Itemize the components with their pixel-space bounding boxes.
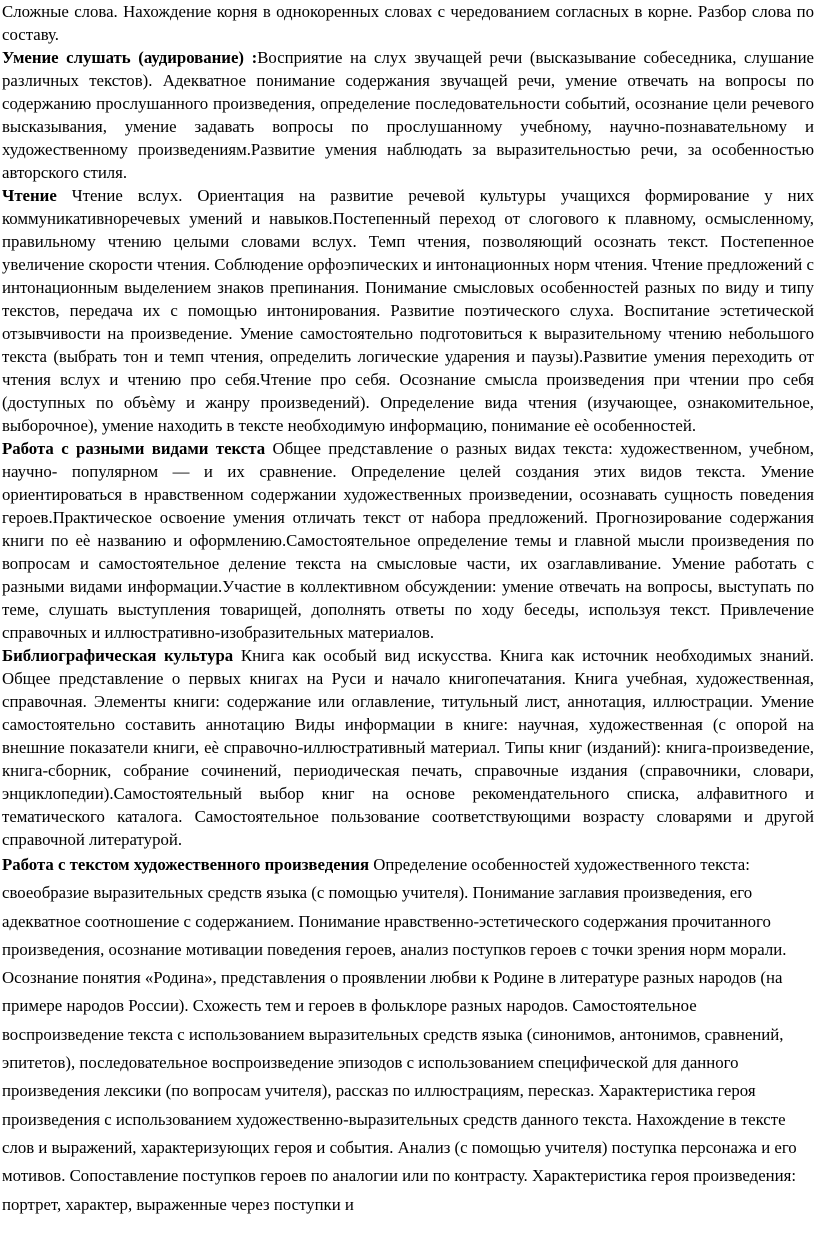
paragraph-word-structure	[2, 0, 814, 46]
paragraph-text: Общее представление о разных видах текста: художественном, учебном, научно- популярном — и их сравнение. Определение целей создания этих видов текста. Умение ориентироваться в нравственном содержании художественных произведении, осознавать сущность поведения героев.Практическое освоение умения отличать текст от набора предложений. Прогнозирование содержания книги по еѐ названию и оформлению.Самостоятельное определение темы и главной мысли произведения по вопросам и самостоятельное деление текста на смысловые части, их озаглавливание. Умение работать с разными видами информации.Участие в коллективном обсуждении: умение отвечать на вопросы, выступать по теме, слушать выступления товарищей, дополнять ответы по ходу беседы, используя текст. Привлечение справочных и иллюстративно-изобразительных материалов.	[2, 439, 814, 642]
paragraph-listening	[2, 46, 814, 184]
section-heading-reading: Чтение	[2, 186, 57, 205]
section-heading-bibliography: Библиографическая культура	[2, 646, 234, 665]
paragraph-text: Определение особенностей художественного текста: своеобразие выразительных средств языка (с помощью учителя). Понимание заглавия произведения, его адекватное соотношение с содержанием. Понимание нравственно-эстетического содержания прочитанного произведения, осознание мотивации поведения героев, анализ поступков героев с точки зрения норм морали. Осознание понятия «Родина», представления о проявлении любви к Родине в литературе разных народов (на примере народов России). Схожесть тем и героев в фольклоре разных народов. Самостоятельное воспроизведение текста с использованием выразительных средств языка (синонимов, антонимов, сравнений, эпитетов), последовательное воспроизведение эпизодов с использованием специфической для данного произведения лексики (по вопросам учителя), рассказ по иллюстрациям, пересказ. Характеристика героя произведения с использованием художественно-выразительных средств данного текста. Нахождение в тексте слов и выражений, характеризующих героя и события. Анализ (с помощью учителя) поступка персонажа и его мотивов. Сопоставление поступков героев по аналогии или по контрасту. Характеристика героя произведения: портрет, характер, выраженные через поступки и	[2, 855, 797, 1214]
paragraph-text-types	[2, 437, 814, 644]
section-heading-listening: Умение слушать (аудирование) :	[2, 48, 258, 67]
paragraph-text: Сложные слова. Нахождение корня в однокоренных словах с чередованием согласных в корне. Разбор слова по составу.	[2, 2, 814, 44]
paragraph-literary-text	[2, 851, 814, 1219]
paragraph-text: Книга как особый вид искусства. Книга как источник необходимых знаний. Общее представление о первых книгах на Руси и начало книгопечатания. Книга учебная, художественная, справочная. Элементы книги: содержание или оглавление, титульный лист, аннотация, иллюстрации. Умение самостоятельно составить аннотацию Виды информации в книге: научная, художественная (с опорой на внешние показатели книги, еѐ справочно-иллюстративный материал. Типы книг (изданий): книга-произведение, книга-сборник, собрание сочинений, периодическая печать, справочные издания (справочники, словари, энциклопедии).Самостоятельный выбор книг на основе рекомендательного списка, алфавитного и тематического каталога. Самостоятельное пользование соответствующими возрасту словарями и другой справочной литературой.	[2, 646, 815, 849]
paragraph-text: Чтение вслух. Ориентация на развитие речевой культуры учащихся формирование у них коммуникативноречевых умений и навыков.Постепенный переход от слогового к плавному, осмысленному, правильному чтению целыми словами вслух. Темп чтения, позволяющий осознать текст. Постепенное увеличение скорости чтения. Соблюдение орфоэпических и интонационных норм чтения. Чтение предложений с интонационным выделением знаков препинания. Понимание смысловых особенностей разных по виду и типу текстов, передача их с помощью интонирования. Развитие поэтического слуха. Воспитание эстетической отзывчивости на произведение. Умение самостоятельно подготовиться к выразительному чтению небольшого текста (выбрать тон и темп чтения, определить логические ударения и паузы).Развитие умения переходить от чтения вслух и чтению про себя.Чтение про себя. Осознание смысла произведения при чтении про себя (доступных по объѐму и жанру произведений). Определение вида чтения (изучающее, ознакомительное, выборочное), умение находить в тексте необходимую информацию, понимание еѐ особенностей.	[2, 186, 814, 435]
section-heading-text-types: Работа с разными видами текста	[2, 439, 266, 458]
paragraph-text: Восприятие на слух звучащей речи (высказывание собеседника, слушание различных текстов). Адекватное понимание содержания звучащей речи, умение отвечать на вопросы по содержанию прослушанного произведения, определение последовательности событий, осознание цели речевого высказывания, умение задавать вопросы по прослушанному учебному, научно-познавательному и художественному произведениям.Развитие умения наблюдать за выразительностью речи, за особенностью авторского стиля.	[2, 48, 814, 182]
paragraph-bibliography	[2, 644, 814, 851]
paragraph-reading	[2, 184, 814, 437]
section-heading-literary-text: Работа с текстом художественного произведения	[2, 855, 370, 874]
